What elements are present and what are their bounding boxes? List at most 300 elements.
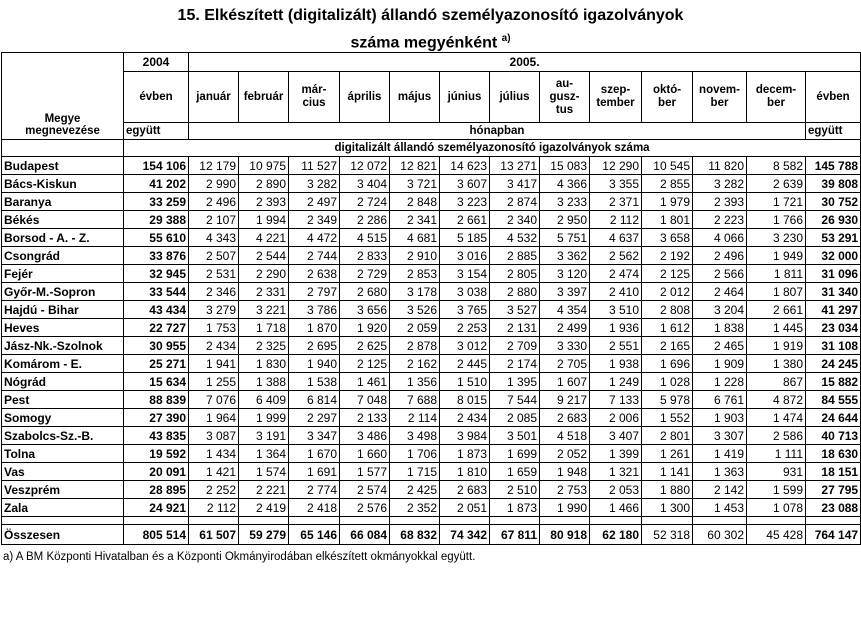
month-header: február [239,72,289,123]
month-value: 1 228 [693,373,747,391]
table-row [2,499,861,517]
month-value: 2 695 [289,337,340,355]
month-value: 3 984 [440,427,490,445]
month-value: 3 355 [590,175,642,193]
month-value: 1 696 [642,355,693,373]
month-value: 3 765 [440,301,490,319]
month-value: 1 670 [289,445,340,463]
month-value: 1 399 [590,445,642,463]
month-value: 15 083 [540,157,590,175]
table-row [2,211,861,229]
total-month-value: 80 918 [540,525,590,545]
month-value: 2 855 [642,175,693,193]
month-value: 1 466 [590,499,642,517]
month-value: 1 938 [590,355,642,373]
month-header: január [189,72,239,123]
value-2004: 28 895 [124,481,189,499]
month-value: 6 409 [239,391,289,409]
month-value: 2 950 [540,211,590,229]
spacer-cell [390,517,440,525]
month-value: 2 683 [540,409,590,427]
month-value: 7 133 [590,391,642,409]
month-value: 2 566 [693,265,747,283]
month-value: 12 821 [390,157,440,175]
month-value: 1 807 [747,283,806,301]
value-2004: 33 259 [124,193,189,211]
table-row [2,247,861,265]
month-value: 4 515 [340,229,390,247]
month-value: 1 979 [642,193,693,211]
value-2004: 30 955 [124,337,189,355]
month-value: 2 683 [440,481,490,499]
month-value: 2 252 [189,481,239,499]
month-value: 1 873 [490,499,540,517]
month-value: 2 352 [390,499,440,517]
month-value: 2 507 [189,247,239,265]
month-value: 1 873 [440,445,490,463]
month-value: 1 300 [642,499,693,517]
county-name: Szabolcs-Sz.-B. [2,427,124,445]
month-value: 12 179 [189,157,239,175]
spacer-cell [340,517,390,525]
month-value: 1 552 [642,409,693,427]
month-value: 2 910 [390,247,440,265]
header-row-months [2,72,861,123]
county-name: Tolna [2,445,124,463]
month-value: 1 356 [390,373,440,391]
month-value: 3 417 [490,175,540,193]
month-value: 2 562 [590,247,642,265]
county-name: Vas [2,463,124,481]
month-value: 2 709 [490,337,540,355]
month-value: 1 949 [747,247,806,265]
value-2005: 41 297 [806,301,861,319]
month-value: 2 393 [239,193,289,211]
month-header: novem- ber [693,72,747,123]
month-value: 2 510 [490,481,540,499]
month-value: 4 343 [189,229,239,247]
month-value: 3 347 [289,427,340,445]
month-value: 3 191 [239,427,289,445]
month-value: 2 131 [490,319,540,337]
month-value: 10 545 [642,157,693,175]
month-header: októ- ber [642,72,693,123]
month-value: 2 253 [440,319,490,337]
value-2004: 43 434 [124,301,189,319]
month-value: 2 990 [189,175,239,193]
month-value: 7 076 [189,391,239,409]
month-value: 2 053 [590,481,642,499]
month-value: 2 805 [490,265,540,283]
month-value: 2 125 [642,265,693,283]
month-value: 2 724 [340,193,390,211]
spacer-cell [239,517,289,525]
month-value: 2 325 [239,337,289,355]
month-value: 1 990 [540,499,590,517]
month-value: 8 582 [747,157,806,175]
month-value: 1 903 [693,409,747,427]
month-value: 2 551 [590,337,642,355]
county-name: Hajdú - Bihar [2,301,124,319]
month-value: 2 890 [239,175,289,193]
total-2005: 764 147 [806,525,861,545]
month-value: 2 705 [540,355,590,373]
county-name: Borsod - A. - Z. [2,229,124,247]
month-value: 2 012 [642,283,693,301]
month-value: 3 486 [340,427,390,445]
month-value: 2 112 [189,499,239,517]
month-value: 2 639 [747,175,806,193]
month-value: 1 434 [189,445,239,463]
value-2005: 23 088 [806,499,861,517]
month-value: 2 418 [289,499,340,517]
month-value: 1 510 [440,373,490,391]
month-value: 2 774 [289,481,340,499]
month-value: 1 753 [189,319,239,337]
county-name: Bács-Kiskun [2,175,124,193]
month-value: 1 920 [340,319,390,337]
in-year-2005-header: évben [806,72,861,123]
month-value: 2 574 [340,481,390,499]
month-value: 2 286 [340,211,390,229]
month-value: 2 496 [693,247,747,265]
month-value: 1 909 [693,355,747,373]
month-value: 4 637 [590,229,642,247]
month-value: 867 [747,373,806,391]
county-name: Fejér [2,265,124,283]
in-year-2004-header: évben [124,72,189,123]
value-2004: 27 390 [124,409,189,427]
value-2005: 53 291 [806,229,861,247]
month-value: 1 607 [540,373,590,391]
year-2004-header: 2004 [124,53,189,72]
unit-spacer [2,140,124,157]
month-value: 1 919 [747,337,806,355]
table-row [2,229,861,247]
month-value: 13 271 [490,157,540,175]
data-table [1,52,861,545]
month-value: 6 814 [289,391,340,409]
spacer-row [2,517,861,525]
month-value: 2 346 [189,283,239,301]
month-value: 2 297 [289,409,340,427]
month-value: 2 419 [239,499,289,517]
month-value: 1 574 [239,463,289,481]
month-value: 1 810 [440,463,490,481]
month-value: 2 052 [540,445,590,463]
month-header: június [440,72,490,123]
month-value: 2 290 [239,265,289,283]
month-value: 2 680 [340,283,390,301]
in-month-header: hónapban [189,123,806,140]
total-month-value: 74 342 [440,525,490,545]
county-name: Veszprém [2,481,124,499]
month-header: július [490,72,540,123]
month-value: 2 349 [289,211,340,229]
month-header: decem- ber [747,72,806,123]
month-value: 8 015 [440,391,490,409]
month-value: 2 107 [189,211,239,229]
month-value: 2 465 [693,337,747,355]
month-value: 2 474 [590,265,642,283]
county-name: Budapest [2,157,124,175]
total-month-value: 52 318 [642,525,693,545]
month-value: 1 445 [747,319,806,337]
spacer-cell [289,517,340,525]
month-value: 3 407 [590,427,642,445]
table-row [2,283,861,301]
total-row [2,525,861,545]
month-value: 2 393 [693,193,747,211]
month-value: 1 453 [693,499,747,517]
value-2004: 19 592 [124,445,189,463]
month-value: 2 051 [440,499,490,517]
month-header: április [340,72,390,123]
value-2004: 55 610 [124,229,189,247]
county-name: Csongrád [2,247,124,265]
spacer-cell [590,517,642,525]
month-value: 1 612 [642,319,693,337]
month-value: 1 141 [642,463,693,481]
month-value: 1 599 [747,481,806,499]
month-value: 1 261 [642,445,693,463]
month-value: 2 142 [693,481,747,499]
month-value: 2 340 [490,211,540,229]
total-month-value: 45 428 [747,525,806,545]
month-value: 2 496 [189,193,239,211]
total-label: Összesen [2,525,124,545]
month-value: 2 874 [490,193,540,211]
total-month-value: 68 832 [390,525,440,545]
together-2005-header: együtt [806,123,861,140]
table-title: 15. Elkészített (digitalizált) állandó személyazonosító igazolványok [177,7,684,24]
month-value: 3 786 [289,301,340,319]
total-2004: 805 514 [124,525,189,545]
month-value: 7 544 [490,391,540,409]
month-value: 2 445 [440,355,490,373]
month-value: 3 307 [693,427,747,445]
county-name: Győr-M.-Sopron [2,283,124,301]
month-value: 1 994 [239,211,289,229]
month-value: 2 531 [189,265,239,283]
table-row [2,463,861,481]
header-row-together [2,123,861,140]
table-row [2,445,861,463]
county-name: Komárom - E. [2,355,124,373]
month-value: 1 699 [490,445,540,463]
month-value: 2 125 [340,355,390,373]
month-value: 2 410 [590,283,642,301]
month-value: 3 038 [440,283,490,301]
month-header: már- cius [289,72,340,123]
month-value: 5 978 [642,391,693,409]
header-row-unit [2,140,861,157]
month-value: 2 880 [490,283,540,301]
month-value: 1 811 [747,265,806,283]
month-value: 1 721 [747,193,806,211]
month-value: 3 330 [540,337,590,355]
month-value: 2 661 [747,301,806,319]
table-row [2,175,861,193]
month-value: 931 [747,463,806,481]
month-value: 2 744 [289,247,340,265]
month-value: 4 532 [490,229,540,247]
value-2005: 145 788 [806,157,861,175]
month-value: 3 120 [540,265,590,283]
county-name: Jász-Nk.-Szolnok [2,337,124,355]
month-value: 2 801 [642,427,693,445]
table-row [2,193,861,211]
month-value: 3 087 [189,427,239,445]
spacer-cell [440,517,490,525]
month-value: 4 872 [747,391,806,409]
value-2005: 39 808 [806,175,861,193]
month-value: 2 499 [540,319,590,337]
month-value: 3 498 [390,427,440,445]
month-value: 1 715 [390,463,440,481]
value-2004: 43 835 [124,427,189,445]
spacer-cell [2,517,124,525]
month-value: 3 154 [440,265,490,283]
value-2004: 29 388 [124,211,189,229]
month-value: 4 221 [239,229,289,247]
table-row [2,427,861,445]
month-value: 2 133 [340,409,390,427]
value-2004: 24 921 [124,499,189,517]
value-2005: 24 644 [806,409,861,427]
table-row [2,373,861,391]
value-2004: 32 945 [124,265,189,283]
county-name: Somogy [2,409,124,427]
month-value: 2 625 [340,337,390,355]
month-value: 5 751 [540,229,590,247]
value-2005: 26 930 [806,211,861,229]
month-value: 2 434 [440,409,490,427]
month-value: 1 577 [340,463,390,481]
county-name: Nógrád [2,373,124,391]
month-value: 1 321 [590,463,642,481]
month-value: 4 366 [540,175,590,193]
value-2005: 31 340 [806,283,861,301]
month-value: 3 282 [289,175,340,193]
table-row [2,355,861,373]
month-value: 2 753 [540,481,590,499]
month-value: 2 464 [693,283,747,301]
month-value: 1 660 [340,445,390,463]
month-value: 14 623 [440,157,490,175]
month-value: 3 404 [340,175,390,193]
month-header: május [390,72,440,123]
total-month-value: 59 279 [239,525,289,545]
month-value: 2 497 [289,193,340,211]
month-value: 2 638 [289,265,340,283]
month-value: 4 066 [693,229,747,247]
value-2004: 22 727 [124,319,189,337]
unit-label: digitalizált állandó személyazonosító igazolványok száma [124,140,861,157]
month-value: 10 975 [239,157,289,175]
month-value: 1 538 [289,373,340,391]
table-row [2,337,861,355]
month-value: 1 718 [239,319,289,337]
spacer-cell [642,517,693,525]
month-value: 3 230 [747,229,806,247]
value-2005: 84 555 [806,391,861,409]
month-value: 1 363 [693,463,747,481]
spacer-cell [189,517,239,525]
month-value: 1 421 [189,463,239,481]
table-row [2,265,861,283]
county-name: Baranya [2,193,124,211]
month-value: 2 174 [490,355,540,373]
month-value: 3 527 [490,301,540,319]
month-value: 1 838 [693,319,747,337]
month-value: 3 282 [693,175,747,193]
month-value: 7 048 [340,391,390,409]
month-value: 11 527 [289,157,340,175]
month-value: 3 016 [440,247,490,265]
table-row [2,391,861,409]
month-value: 2 808 [642,301,693,319]
value-2004: 33 876 [124,247,189,265]
table-title-block [0,0,861,52]
county-name: Zala [2,499,124,517]
month-value: 1 395 [490,373,540,391]
total-month-value: 67 811 [490,525,540,545]
value-2005: 27 795 [806,481,861,499]
month-value: 2 885 [490,247,540,265]
value-2005: 40 713 [806,427,861,445]
month-value: 1 255 [189,373,239,391]
month-value: 2 729 [340,265,390,283]
month-value: 1 870 [289,319,340,337]
month-value: 1 801 [642,211,693,229]
total-month-value: 66 084 [340,525,390,545]
month-value: 1 766 [747,211,806,229]
value-2004: 33 544 [124,283,189,301]
month-value: 2 085 [490,409,540,427]
month-value: 3 223 [440,193,490,211]
month-value: 12 072 [340,157,390,175]
month-value: 1 706 [390,445,440,463]
value-2004: 25 271 [124,355,189,373]
value-2004: 20 091 [124,463,189,481]
month-value: 2 576 [340,499,390,517]
month-value: 2 797 [289,283,340,301]
table-row [2,157,861,175]
month-value: 1 249 [590,373,642,391]
month-value: 1 948 [540,463,590,481]
month-value: 3 204 [693,301,747,319]
county-name: Heves [2,319,124,337]
month-value: 2 434 [189,337,239,355]
month-value: 1 461 [340,373,390,391]
together-2004-header: együtt [124,123,189,140]
month-value: 4 681 [390,229,440,247]
month-value: 1 364 [239,445,289,463]
month-value: 1 880 [642,481,693,499]
month-value: 2 162 [390,355,440,373]
value-2004: 88 839 [124,391,189,409]
month-value: 2 853 [390,265,440,283]
value-2004: 15 634 [124,373,189,391]
month-value: 1 999 [239,409,289,427]
month-value: 6 761 [693,391,747,409]
value-2005: 32 000 [806,247,861,265]
month-value: 1 388 [239,373,289,391]
month-value: 1 940 [289,355,340,373]
month-value: 2 833 [340,247,390,265]
month-value: 1 380 [747,355,806,373]
